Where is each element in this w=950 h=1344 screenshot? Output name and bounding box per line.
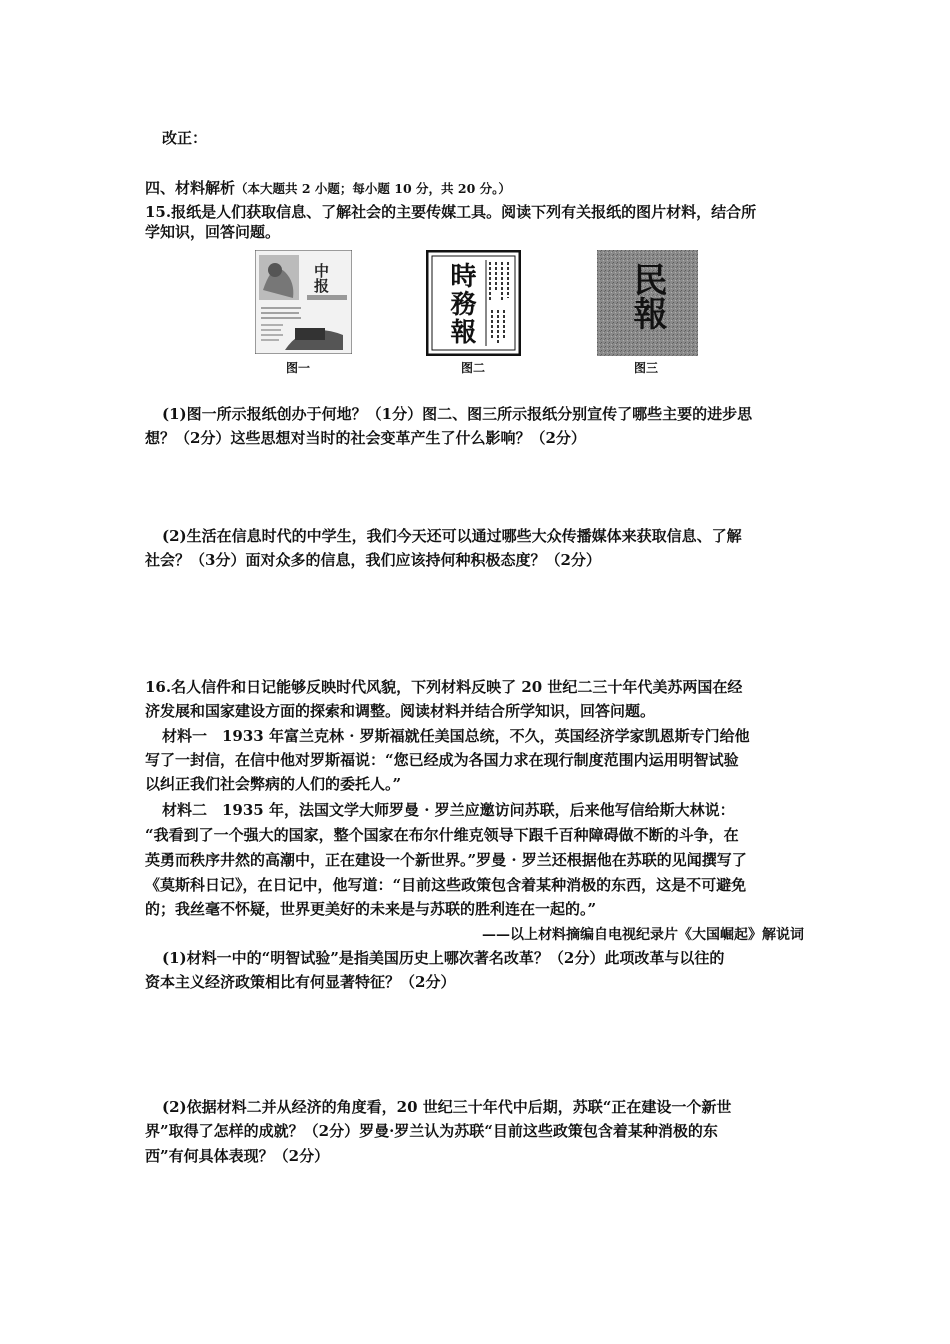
q16-sub2-line3: 西”有何具体表现？（2分） bbox=[145, 1147, 330, 1165]
q16-sub2-line2: 界”取得了怎样的成就？（2分）罗曼·罗兰认为苏联“目前这些政策包含着某种消极的东 bbox=[145, 1122, 718, 1140]
figure-1-title-text: 中报 bbox=[312, 263, 330, 293]
q16-sub1-line2: 资本主义经济政策相比有何显著特征？（2分） bbox=[145, 973, 456, 991]
section-note: （本大题共 2 小题；每小题 10 分，共 20 分。） bbox=[235, 181, 511, 196]
figure-1-caption: 图一 bbox=[286, 361, 311, 375]
q16-sub1-line1: (1)材料一中的“明智试验”是指美国历史上哪次著名改革？（2分）此项改革与以往的 bbox=[162, 949, 725, 967]
q15-sub1-line2: 想？（2分）这些思想对当时的社会变革产生了什么影响？（2分） bbox=[145, 429, 586, 447]
q15-sub1-line1: (1)图一所示报纸创办于何地？（1分）图二、图三所示报纸分别宣传了哪些主要的进步思 bbox=[162, 405, 753, 423]
q15-stem-line2: 学知识，回答问题。 bbox=[145, 223, 281, 241]
figure-3-title-text: 民報 bbox=[627, 262, 667, 330]
section-title: 四、材料解析 bbox=[145, 179, 236, 197]
q15-sub2-line2: 社会？（3分）面对众多的信息，我们应该持何种积极态度？（2分） bbox=[145, 551, 601, 569]
q16-sub2-line1: (2)依据材料二并从经济的角度看，20 世纪三十年代中后期，苏联“正在建设一个新世 bbox=[162, 1098, 732, 1116]
q15-sub2-line1: (2)生活在信息时代的中学生，我们今天还可以通过哪些大众传播媒体来获取信息、了解 bbox=[162, 527, 742, 545]
q16-material1-line3: 以纠正我们社会弊病的人们的委托人。” bbox=[145, 775, 402, 793]
q16-material2-line5: 的；我丝毫不怀疑，世界更美好的未来是与苏联的胜利连在一起的。” bbox=[145, 900, 597, 918]
correction-label: 改正： bbox=[162, 129, 208, 147]
q15-stem-line1: 15.报纸是人们获取信息、了解社会的主要传媒工具。阅读下列有关报纸的图片材料，结合所 bbox=[145, 203, 757, 221]
figure-1-image bbox=[255, 250, 352, 354]
figure-3-image bbox=[597, 250, 698, 356]
figure-2-image bbox=[426, 250, 521, 356]
q16-material1-line1: 材料一 1933 年富兰克林 · 罗斯福就任美国总统，不久，英国经济学家凯恩斯专门给他 bbox=[162, 727, 750, 745]
q16-material1-line2: 写了一封信，在信中他对罗斯福说：“您已经成为各国力求在现行制度范围内运用明智试验 bbox=[145, 751, 739, 769]
q16-material2-line4: 《莫斯科日记》，在日记中，他写道：“目前这些政策包含着某种消极的东西，这是不可避免 bbox=[145, 876, 747, 894]
q16-stem-line1: 16.名人信件和日记能够反映时代风貌，下列材料反映了 20 世纪二三十年代美苏两国在经 bbox=[145, 678, 743, 696]
figure-2-title-text: 時務報 bbox=[446, 262, 476, 346]
q16-material2-line1: 材料二 1935 年，法国文学大师罗曼 · 罗兰应邀访问苏联，后来他写信给斯大林说： bbox=[162, 801, 735, 819]
figure-3-caption: 图三 bbox=[634, 361, 659, 375]
q16-source: ——以上材料摘编自电视纪录片《大国崛起》解说词 bbox=[482, 927, 804, 943]
section-heading bbox=[145, 178, 511, 199]
q16-stem-line2: 济发展和国家建设方面的探索和调整。阅读材料并结合所学知识，回答问题。 bbox=[145, 702, 656, 720]
figure-2-caption: 图二 bbox=[461, 361, 486, 375]
q16-material2-line2: “我看到了一个强大的国家，整个国家在布尔什维克领导下跟千百种障碍做不断的斗争，在 bbox=[145, 826, 739, 844]
q16-material2-line3: 英勇而秩序井然的高潮中，正在建设一个新世界。”罗曼 · 罗兰还根据他在苏联的见闻撰写了 bbox=[145, 851, 747, 869]
